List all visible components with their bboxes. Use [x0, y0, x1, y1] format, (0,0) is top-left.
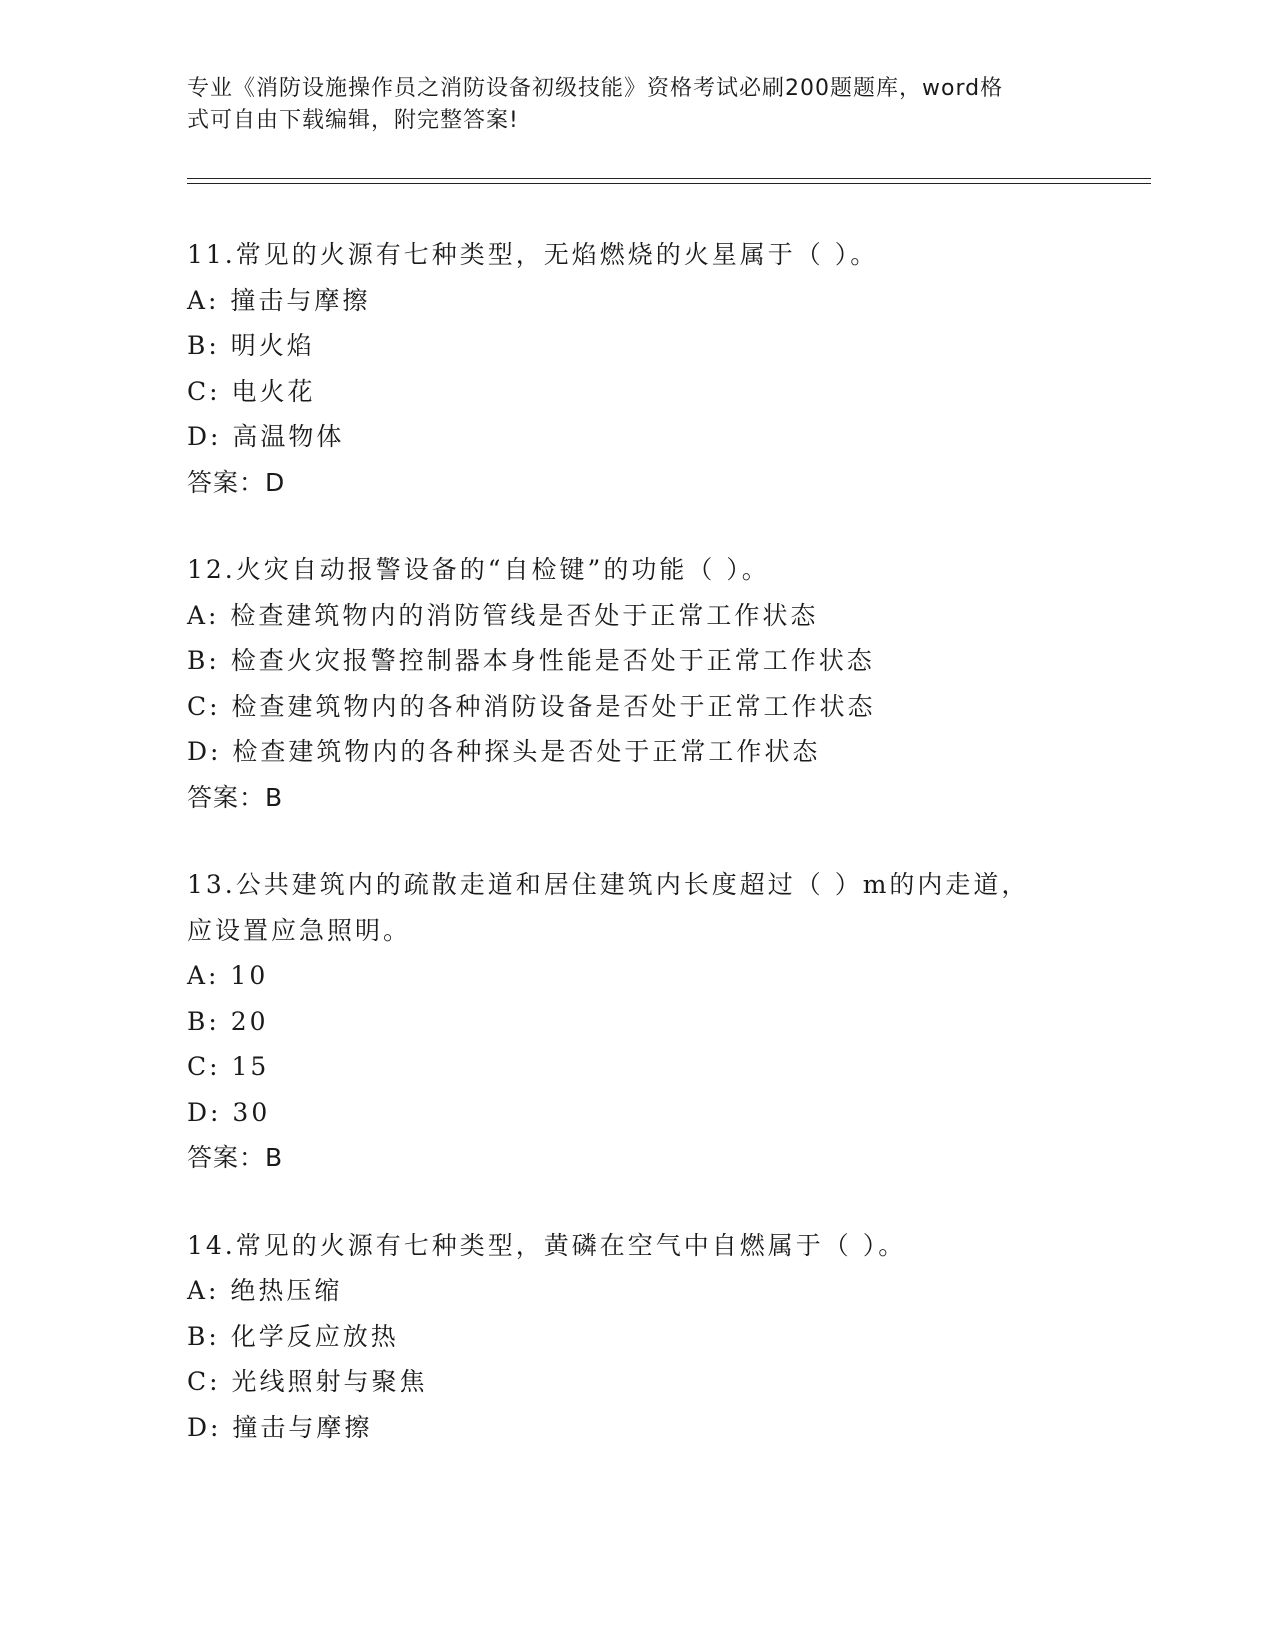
- option-a: A: 撞击与摩擦: [187, 285, 371, 315]
- option-b: B: 检查火灾报警控制器本身性能是否处于正常工作状态: [187, 646, 875, 675]
- question-stem: 12.火灾自动报警设备的“自检键”的功能（ ）。: [187, 555, 770, 584]
- option-a: A: 检查建筑物内的消防管线是否处于正常工作状态: [187, 600, 819, 630]
- question-12: [187, 547, 1087, 820]
- question-14: [187, 1223, 1087, 1451]
- header-divider-bottom: [187, 183, 1151, 184]
- header-line-1: 专业《消防设施操作员之消防设备初级技能》资格考试必刷200题题库，word格: [187, 76, 1004, 101]
- option-c: C: 电火花: [187, 376, 316, 406]
- option-a: A: 10: [187, 961, 269, 990]
- option-c: C: 检查建筑物内的各种消防设备是否处于正常工作状态: [187, 691, 876, 721]
- option-d: D: 检查建筑物内的各种探头是否处于正常工作状态: [187, 737, 821, 766]
- question-stem-continued: 应设置应急照明。: [187, 915, 412, 945]
- option-d: D: 30: [187, 1097, 271, 1127]
- question-11: [187, 232, 1087, 505]
- question-stem: 14.常见的火源有七种类型，黄磷在空气中自燃属于（ ）。: [187, 1230, 907, 1260]
- option-d: D: 高温物体: [187, 422, 345, 451]
- document-header: [187, 73, 1067, 137]
- option-c: C: 15: [187, 1052, 270, 1081]
- question-list: [187, 232, 1087, 1492]
- answer-line: 答案：B: [187, 1143, 284, 1172]
- question-13: [187, 862, 1087, 1181]
- header-line-2: 式可自由下载编辑，附完整答案!: [187, 108, 519, 133]
- answer-line: 答案：B: [187, 782, 284, 812]
- option-d: D: 撞击与摩擦: [187, 1412, 373, 1442]
- option-b: B: 化学反应放热: [187, 1321, 399, 1351]
- question-stem: 11.常见的火源有七种类型，无焰燃烧的火星属于（ ）。: [187, 240, 879, 269]
- option-b: B: 明火焰: [187, 331, 315, 360]
- question-stem: 13.公共建筑内的疏散走道和居住建筑内长度超过（ ）m的内走道，: [187, 870, 1030, 899]
- option-b: B: 20: [187, 1006, 269, 1036]
- option-c: C: 光线照射与聚焦: [187, 1367, 428, 1396]
- answer-line: 答案：D: [187, 467, 286, 497]
- option-a: A: 绝热压缩: [187, 1276, 343, 1305]
- header-divider-top: [187, 178, 1151, 179]
